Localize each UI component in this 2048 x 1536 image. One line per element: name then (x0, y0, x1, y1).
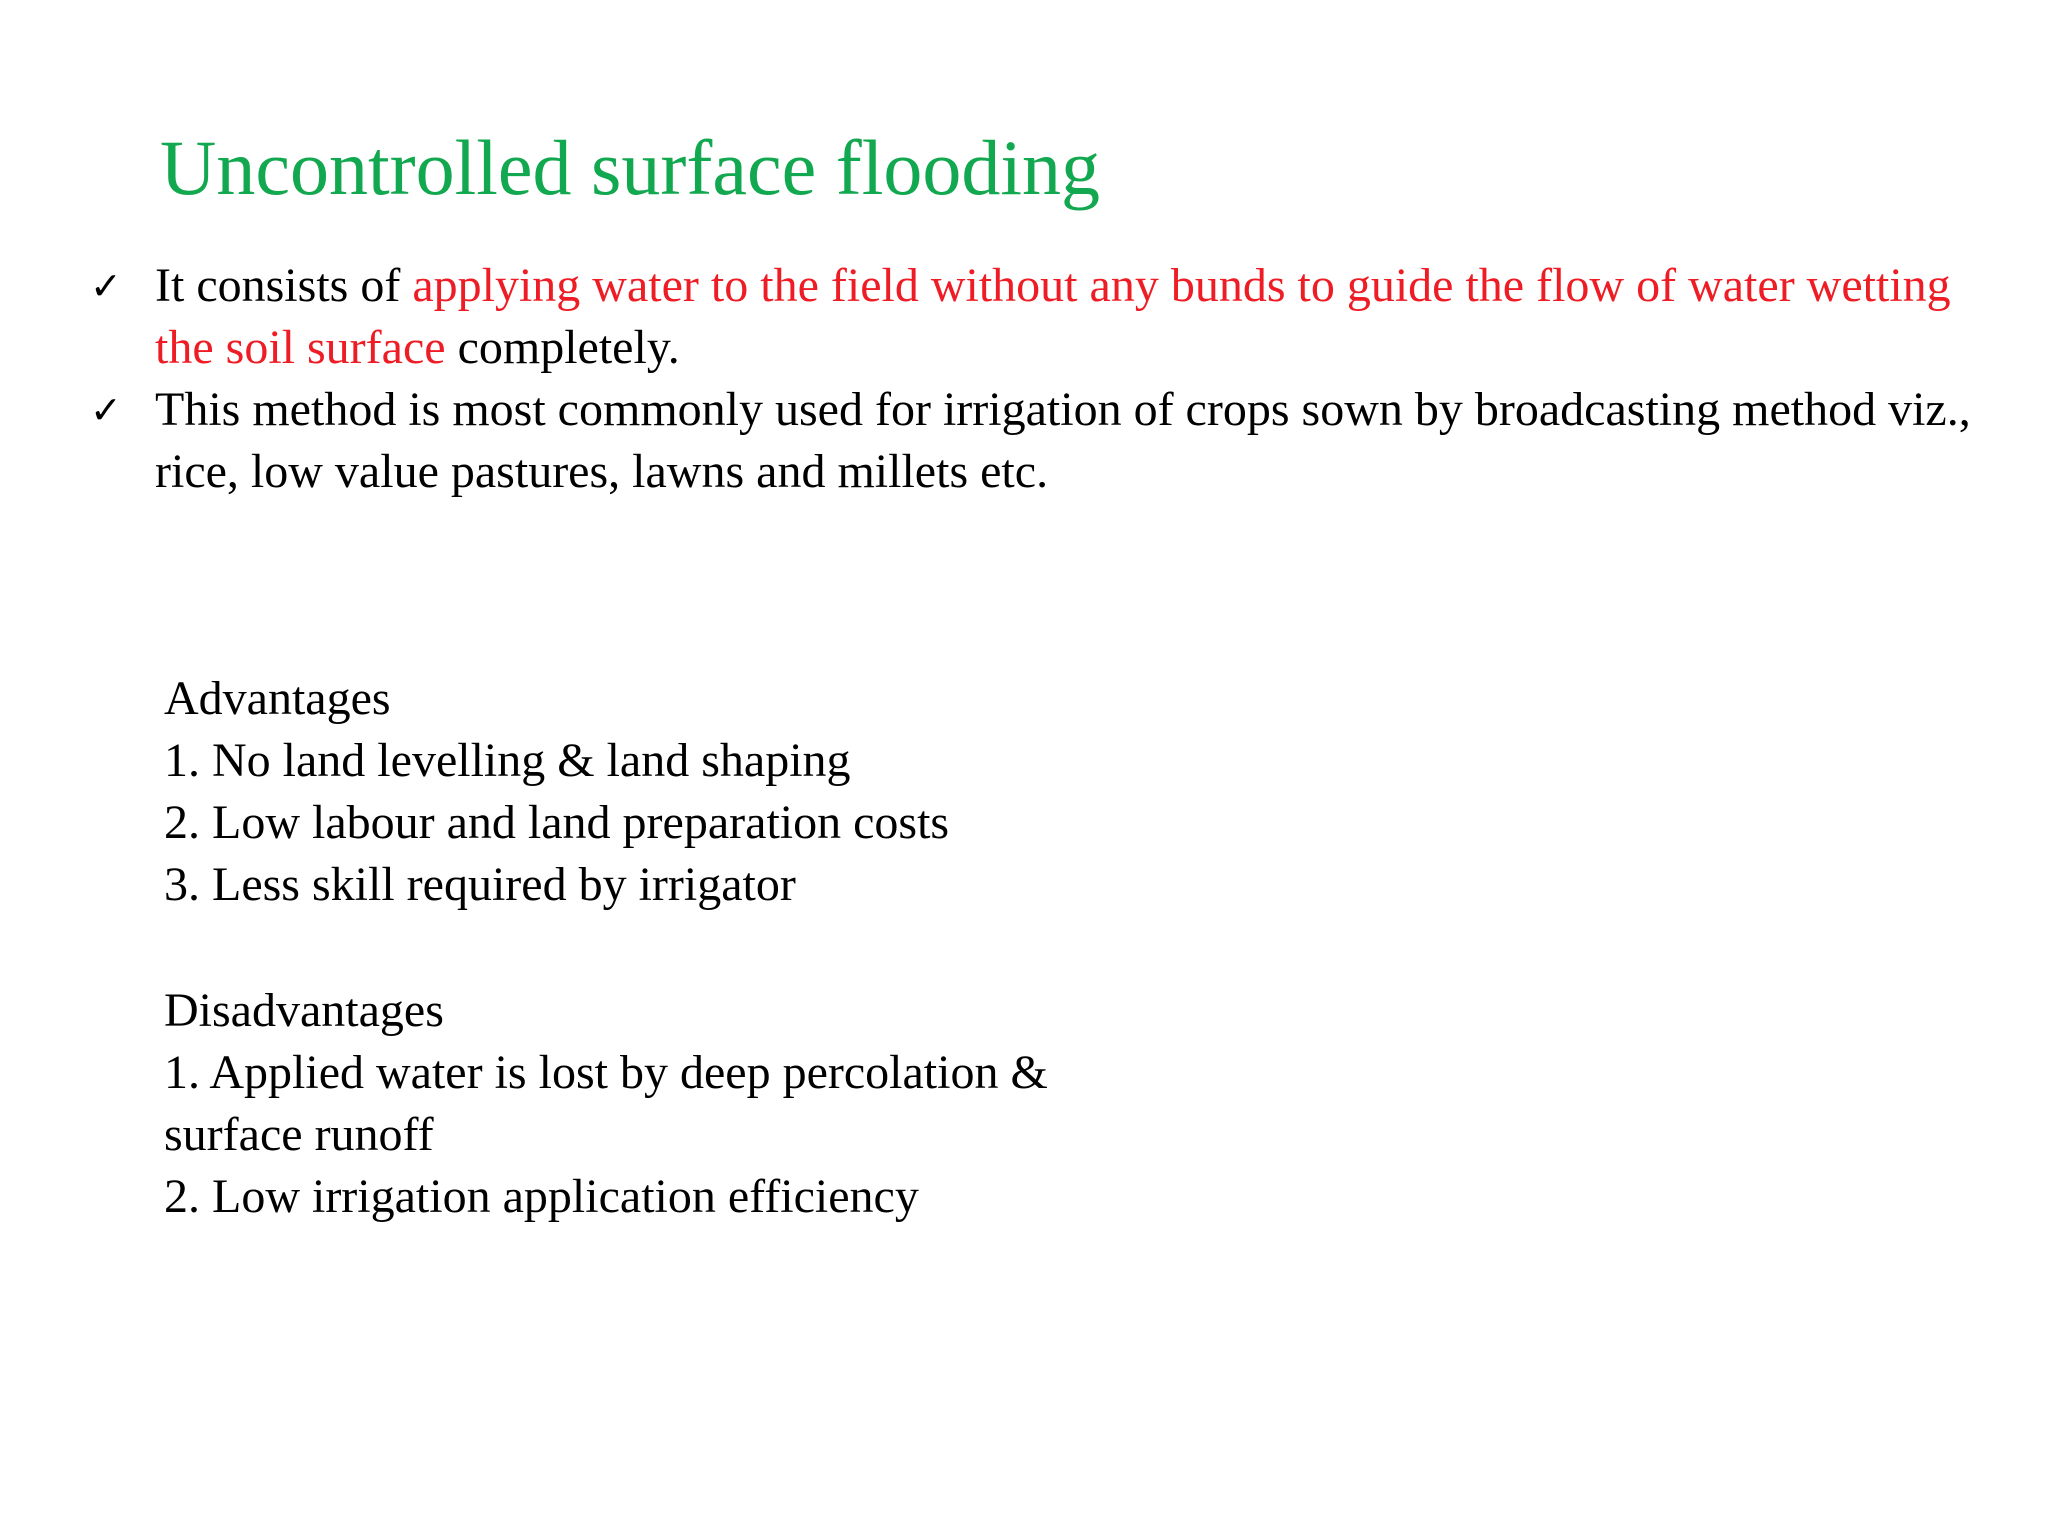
advantages-item-2: 2. Low labour and land preparation costs (164, 796, 950, 849)
disadvantages-section (164, 980, 1364, 1228)
disadvantages-item-2: 2. Low irrigation application efficiency (164, 1170, 919, 1223)
disadvantages-item-1: 1. Applied water is lost by deep percolation & (164, 1046, 1048, 1099)
advantages-section (164, 668, 1364, 916)
advantages-heading: Advantages (164, 672, 391, 725)
bullet-list (90, 255, 1990, 503)
disadvantages-heading: Disadvantages (164, 984, 444, 1037)
advantages-item-3: 3. Less skill required by irrigator (164, 858, 796, 911)
check-mark-icon: ✓ (90, 264, 122, 308)
check-mark-icon: ✓ (90, 388, 122, 432)
disadvantages-item-1-cont: surface runoff (164, 1108, 434, 1161)
advantages-item-1: 1. No land levelling & land shaping (164, 734, 851, 787)
bullet-1-highlight: applying water to the field without any bunds to guide the flow of water wetting the soil surface (155, 259, 1951, 374)
bullet-2-text: This method is most commonly used for irrigation of crops sown by broadcasting method viz., rice, low value pastures, lawns and millets etc. (155, 383, 1971, 498)
bullet-1-pre: It consists of (155, 259, 413, 312)
bullet-item-2 (90, 379, 1990, 503)
bullet-1-post: completely. (445, 321, 680, 374)
slide-title: Uncontrolled surface flooding (160, 124, 1101, 211)
bullet-item-1 (90, 255, 1990, 379)
